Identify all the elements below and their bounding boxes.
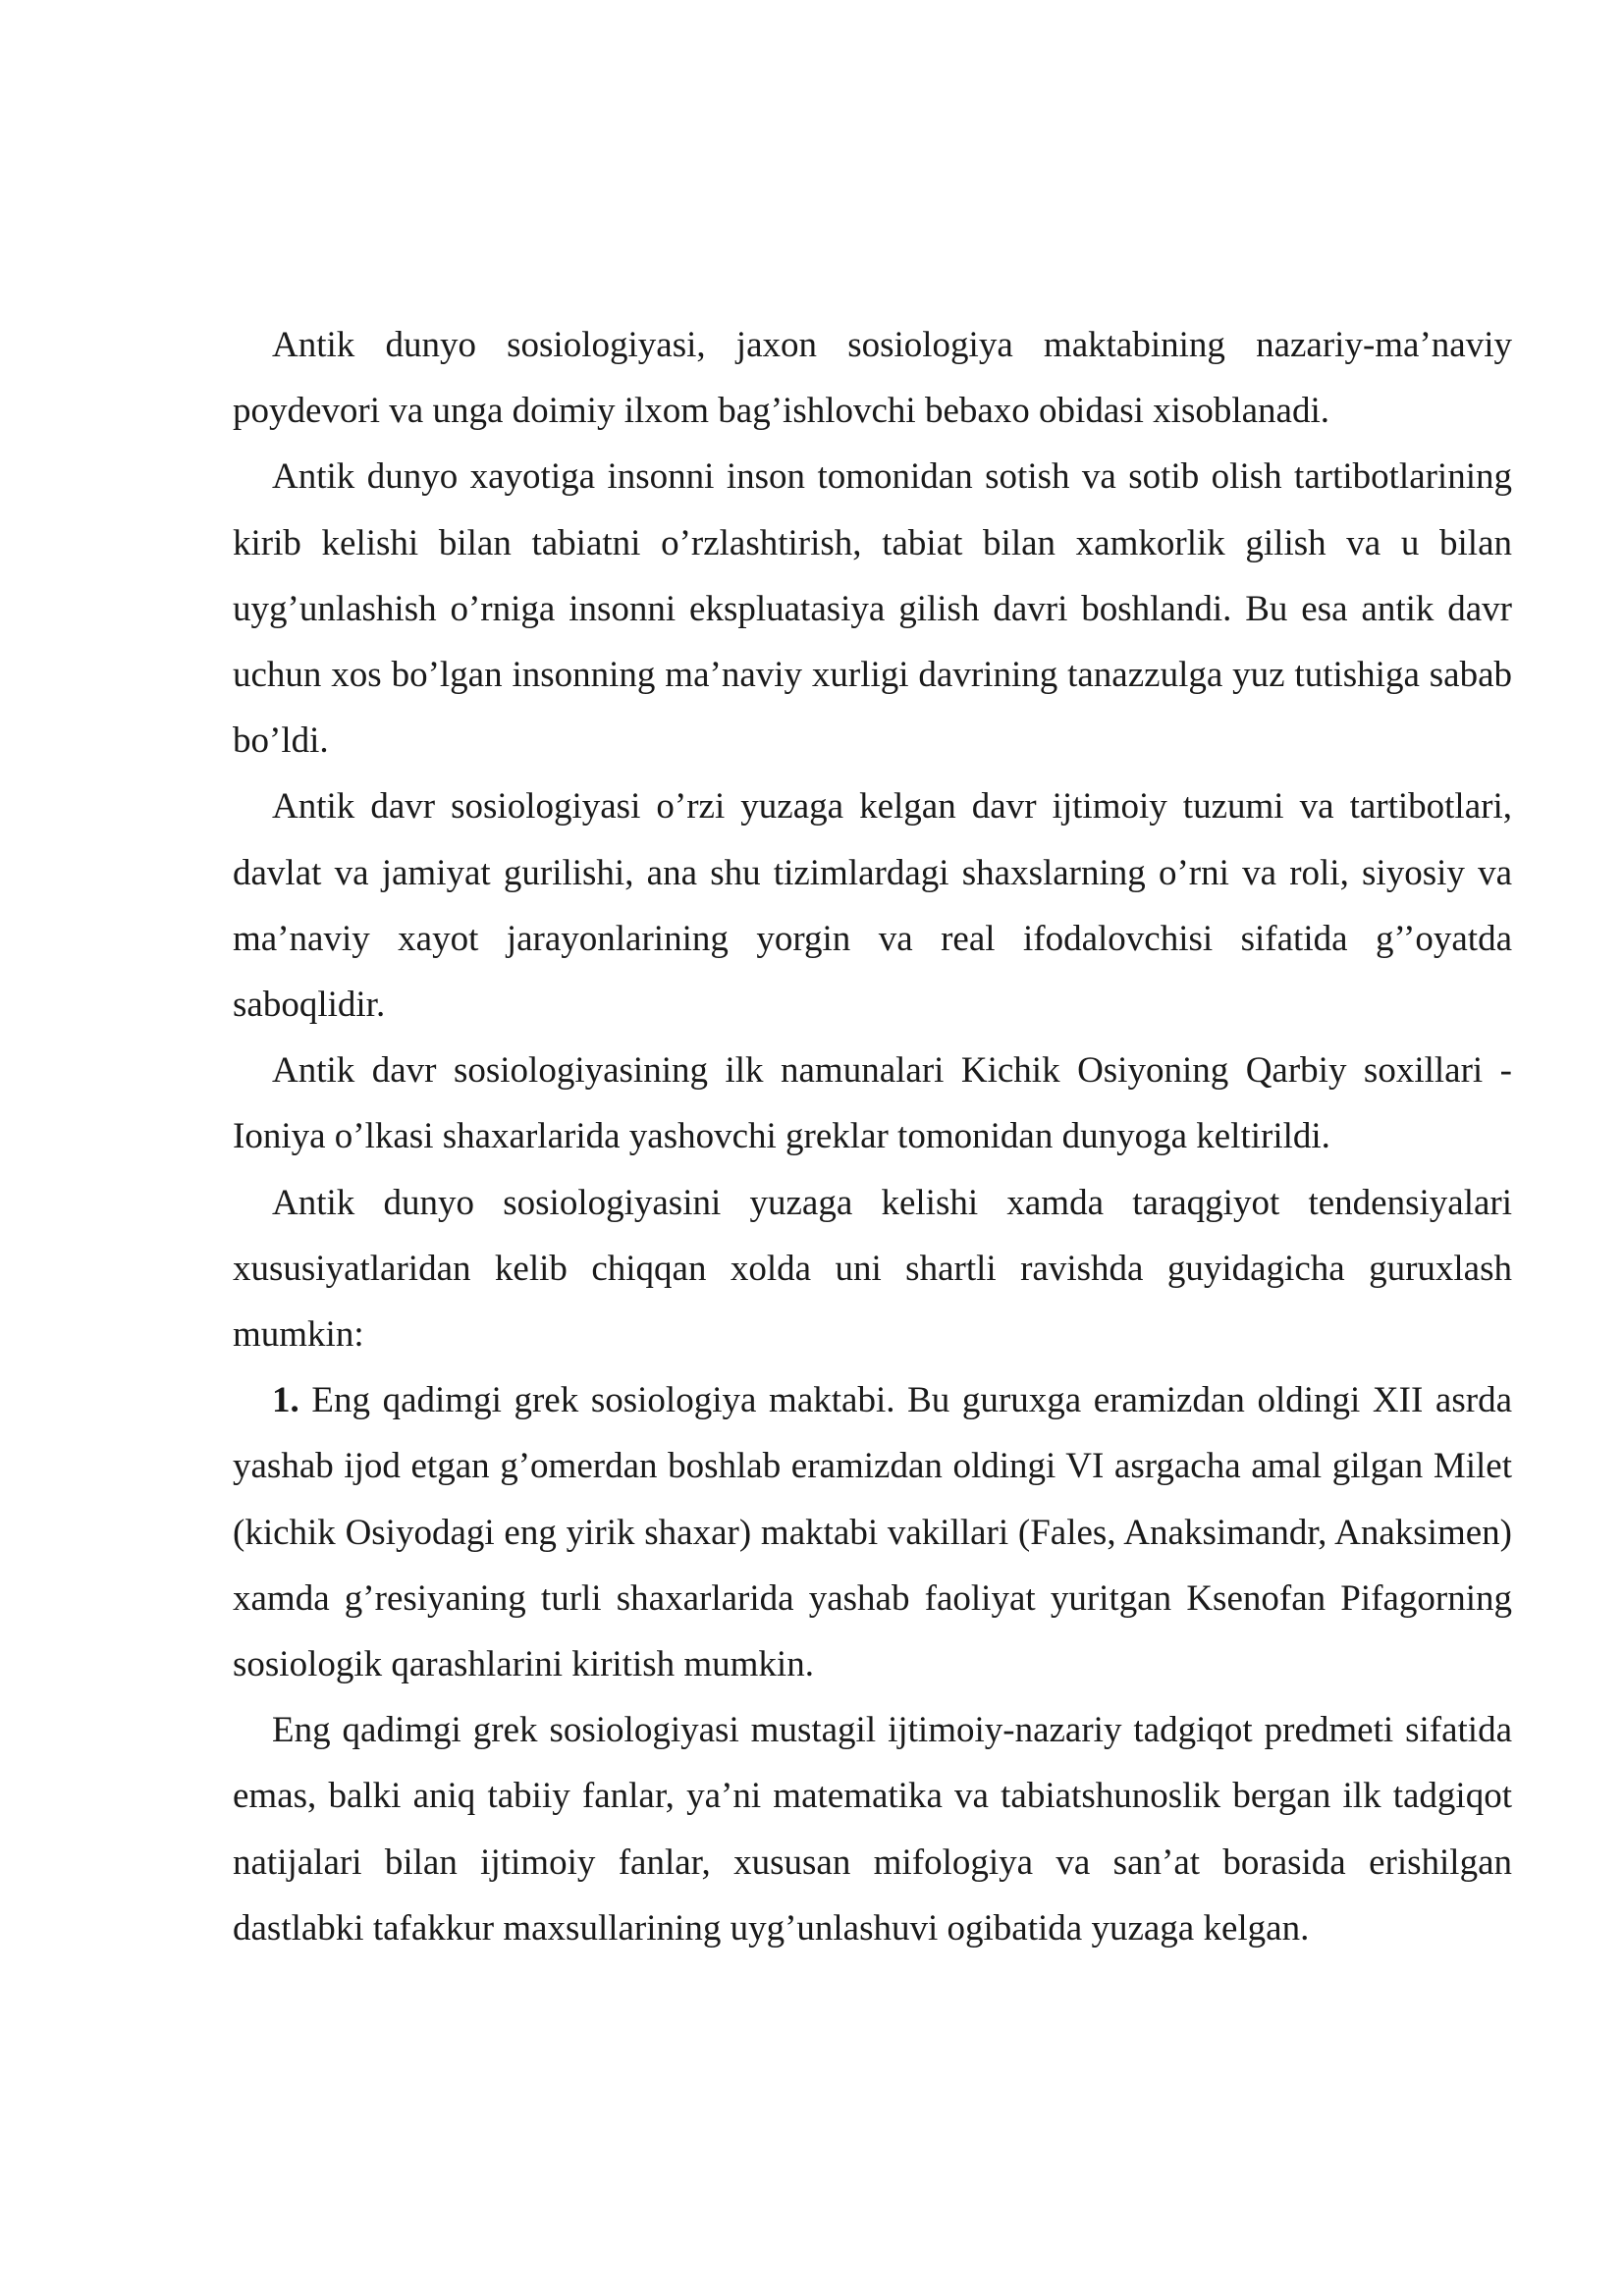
list-number: 1.	[272, 1380, 299, 1421]
paragraph-5: Antik dunyo sosiologiyasini yuzaga kelishi xamda taraqgiyot tendensiyalari xususiyatlaridan kelib chiqqan xolda uni shartli ravishda guyidagicha guruxlash mumkin:	[233, 1182, 1512, 1356]
paragraph-6	[233, 1367, 1512, 1697]
paragraph-1: Antik dunyo sosiologiyasi, jaxon sosiologiya maktabining nazariy-ma’naviy poydevori va unga doimiy ilxom bag’ishlovchi bebaxo obidasi xisoblanadi.	[233, 325, 1512, 432]
paragraph-6-text: Eng qadimgi grek sosiologiya maktabi. Bu guruxga eramizdan oldingi XII asrda yashab ijod etgan g’omerdan boshlab eramizdan oldingi VI asrgacha amal gilgan Milet (kichik Osiyodagi eng yirik shaxar) maktabi vakillari (Fales, Anaksimandr, Anaksimen) xamda g’resiyaning turli shaxarlarida yashab faoliyat yuritgan Ksenofan Pifagorning sosiologik qarashlarini kiritish mumkin.	[233, 1380, 1512, 1685]
paragraph-3: Antik davr sosiologiyasi o’rzi yuzaga kelgan davr ijtimoiy tuzumi va tartibotlari, davlat va jamiyat gurilishi, ana shu tizimlardagi shaxslarning o’rni va roli, siyosiy va ma’naviy xayot jarayonlarining yorgin va real ifodalovchisi sifatida g’’oyatda saboqlidir.	[233, 786, 1512, 1026]
paragraph-2: Antik dunyo xayotiga insonni inson tomonidan sotish va sotib olish tartibotlarining kirib kelishi bilan tabiatni o’rzlashtirish, tabiat bilan xamkorlik gilish va u bilan uyg’unlashish o’rniga insonni ekspluatasiya gilish davri boshlandi. Bu esa antik davr uchun xos bo’lgan insonning ma’naviy xurligi davrining tanazzulga yuz tutishiga sabab bo’ldi.	[233, 456, 1512, 762]
paragraph-7: Eng qadimgi grek sosiologiyasi mustagil ijtimoiy-nazariy tadgiqot predmeti sifatida emas, balki aniq tabiiy fanlar, ya’ni matematika va tabiatshunoslik bergan ilk tadgiqot natijalari bilan ijtimoiy fanlar, xususan mifologiya va san’at borasida erishilgan dastlabki tafakkur maxsullarining uyg’unlashuvi ogibatida yuzaga kelgan.	[233, 1710, 1512, 1949]
paragraph-4: Antik davr sosiologiyasining ilk namunalari Kichik Osiyoning Qarbiy soxillari - Ioniya o’lkasi shaxarlarida yashovchi greklar tomonidan dunyoga keltirildi.	[233, 1050, 1512, 1157]
document-body	[233, 312, 1512, 1961]
